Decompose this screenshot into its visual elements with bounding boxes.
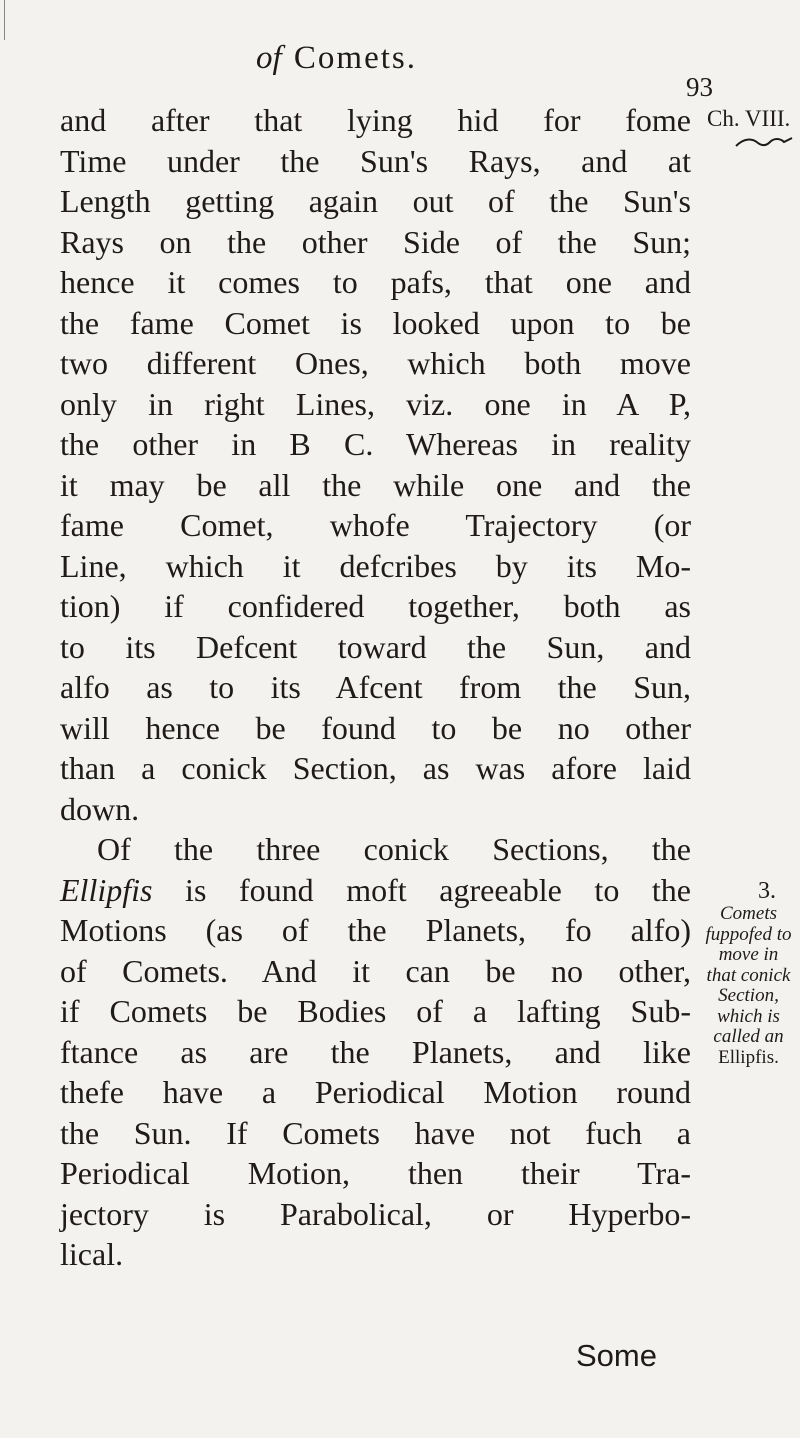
text-line: and after that lying hid for fome <box>60 102 691 138</box>
margin-note-line: called an <box>713 1026 784 1047</box>
margin-note-line: fuppofed to <box>705 923 792 945</box>
text-line: down. <box>60 790 140 827</box>
running-head-title: Comets. <box>293 40 418 76</box>
text-line: the other in B C. Whereas in reality <box>60 426 691 462</box>
text-line: of Comets. And it can be no other, <box>60 952 691 989</box>
text-line: it may be all the while one and the <box>60 466 691 503</box>
margin-note-line: Section, <box>718 985 779 1006</box>
text-line: tion) if confidered together, both as <box>60 588 691 624</box>
text-fragment: is found moft agreeable to the <box>152 871 691 908</box>
margin-note-line: Ellipfis. <box>718 1046 779 1068</box>
text-line: thefe have a Periodical Motion round <box>60 1074 691 1110</box>
margin-note-line: move in <box>718 944 779 965</box>
running-head <box>256 40 417 77</box>
catchword: Some <box>576 1338 657 1373</box>
margin-note-line: that conick <box>706 964 791 986</box>
text-line: will hence be found to be no other <box>60 709 691 746</box>
text-line <box>60 870 691 911</box>
page-edge-line <box>4 0 5 40</box>
text-line: Length getting again out of the Sun's <box>60 183 691 219</box>
text-line: ftance as are the Planets, and like <box>60 1033 691 1070</box>
text-line: Motions (as of the Planets, fo alfo) <box>60 912 691 948</box>
running-head-of: of <box>256 40 282 76</box>
page-number: 93 <box>686 72 713 102</box>
text-line: jectory is Parabolical, or Hyperbo- <box>60 1195 691 1232</box>
text-line: if Comets be Bodies of a lafting Sub- <box>60 993 691 1029</box>
text-line: the Sun. If Comets have not fuch a <box>60 1114 691 1151</box>
text-line: Line, which it defcribes by its Mo- <box>60 547 691 584</box>
chapter-mark: Ch. VIII. <box>707 106 791 131</box>
text-line: the fame Comet is looked upon to be <box>60 304 691 341</box>
text-line: Of the three conick Sections, the <box>97 831 691 867</box>
flourish-ornament-icon <box>734 136 794 148</box>
text-line: Periodical Motion, then their Tra- <box>60 1155 691 1191</box>
margin-note <box>697 904 800 1068</box>
text-line: alfo as to its Afcent from the Sun, <box>60 669 691 705</box>
margin-note-line: Comets <box>720 903 777 924</box>
body-text <box>60 100 691 1275</box>
text-line: two different Ones, which both move <box>60 345 691 381</box>
ellipsis-term: Ellipfis <box>60 871 153 908</box>
margin-note-line: which is <box>717 1005 780 1027</box>
text-line: than a conick Section, as was afore laid <box>60 750 691 786</box>
text-line: only in right Lines, viz. one in A P, <box>60 385 691 422</box>
text-line: Rays on the other Side of the Sun; <box>60 223 691 260</box>
text-line: lical. <box>60 1236 124 1272</box>
text-line: Time under the Sun's Rays, and at <box>60 142 691 179</box>
text-line: hence it comes to pafs, that one and <box>60 264 691 300</box>
text-line: to its Defcent toward the Sun, and <box>60 628 691 665</box>
margin-section-number: 3. <box>758 878 776 904</box>
text-line: fame Comet, whofe Trajectory (or <box>60 507 691 543</box>
